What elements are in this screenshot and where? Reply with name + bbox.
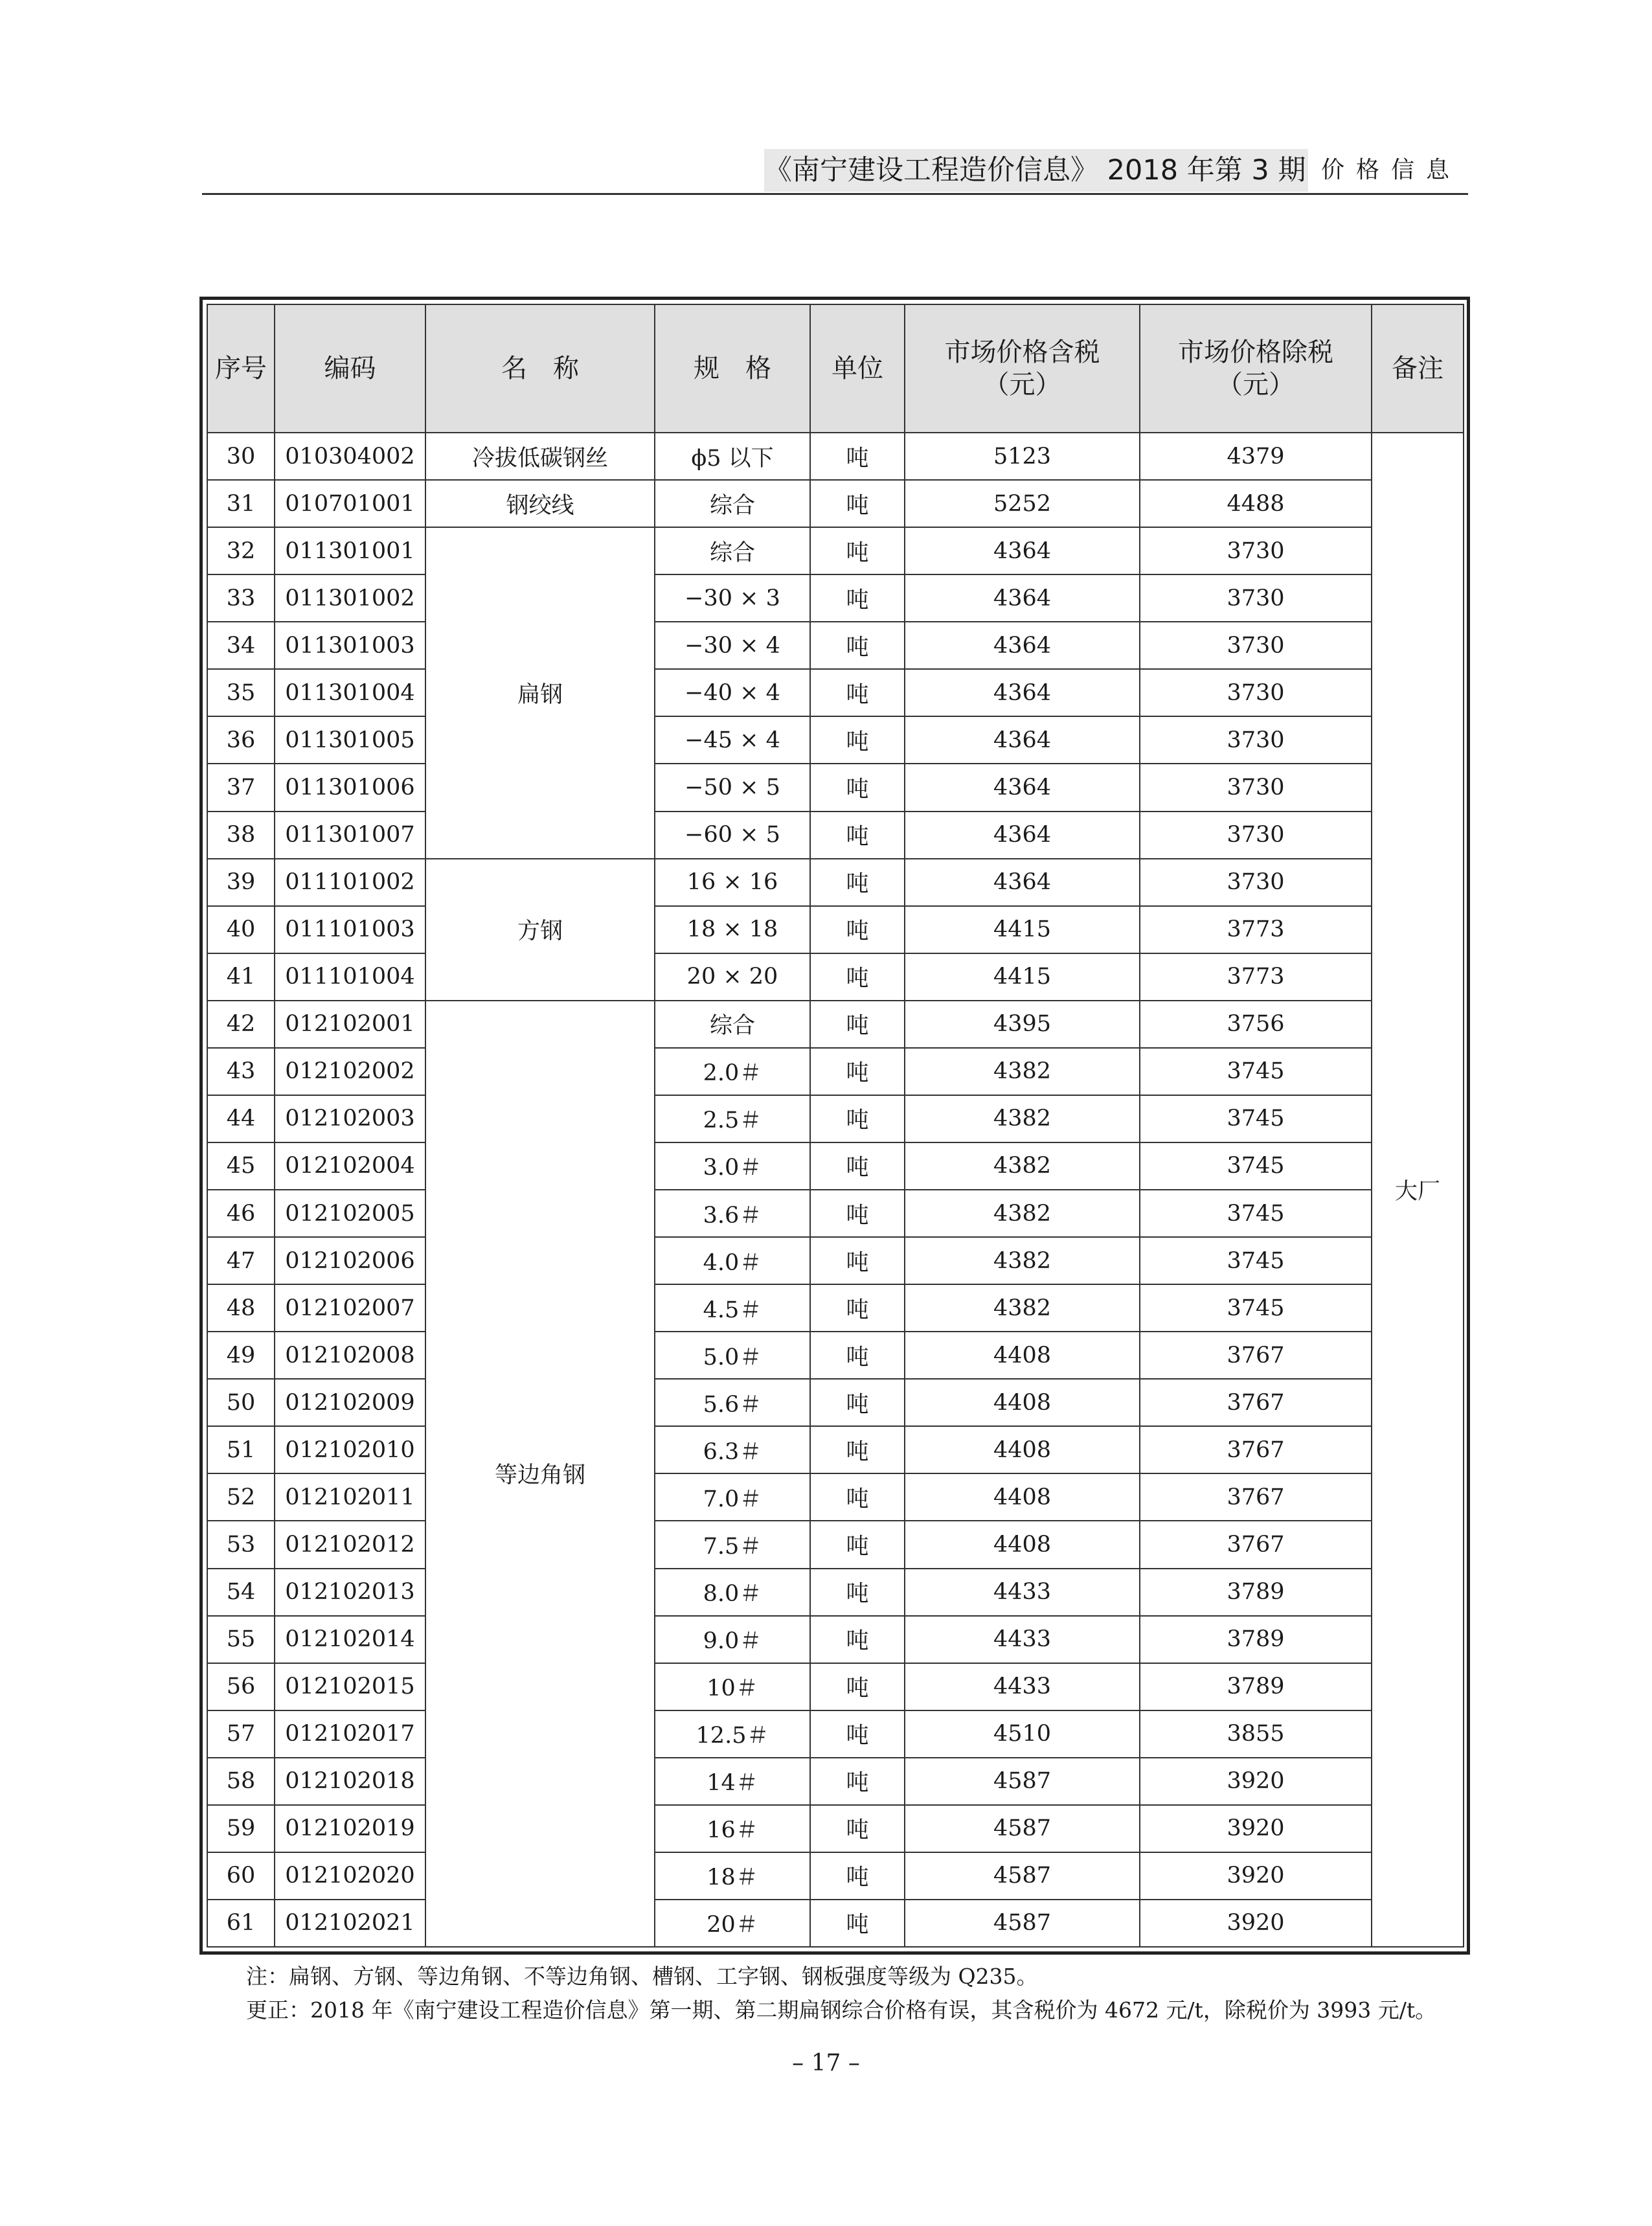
unit-cell: 吨	[810, 1095, 905, 1142]
col-header-name: 名 称	[425, 304, 655, 433]
table-row	[207, 480, 1464, 527]
seq-cell: 39	[207, 859, 275, 906]
price-tax-incl-cell: 4382	[905, 1048, 1140, 1095]
price-tax-excl-cell: 3730	[1140, 622, 1372, 669]
unit-cell: 吨	[810, 1426, 905, 1473]
price-tax-excl-cell: 3745	[1140, 1048, 1372, 1095]
table-row	[207, 859, 1464, 906]
table-row	[207, 1663, 1464, 1710]
publication-title: 《南宁建设工程造价信息》 2018 年第 3 期	[764, 149, 1308, 192]
price-tax-incl-cell: 4382	[905, 1142, 1140, 1190]
code-cell: 012102007	[275, 1284, 425, 1332]
unit-cell: 吨	[810, 1473, 905, 1521]
page-number: – 17 –	[792, 2050, 860, 2076]
price-tax-incl-cell: 4415	[905, 906, 1140, 953]
price-tax-incl-cell: 4382	[905, 1237, 1140, 1284]
code-cell: 011301005	[275, 716, 425, 764]
price-tax-incl-cell: 4382	[905, 1284, 1140, 1332]
code-cell: 011101004	[275, 953, 425, 1001]
code-cell: 012102005	[275, 1190, 425, 1237]
table-row	[207, 433, 1464, 480]
seq-cell: 48	[207, 1284, 275, 1332]
col-header-code: 编码	[275, 304, 425, 433]
price-tax-incl-cell: 4364	[905, 764, 1140, 811]
table-body	[207, 433, 1464, 1947]
price-tax-excl-cell: 3789	[1140, 1569, 1372, 1616]
unit-cell: 吨	[810, 1616, 905, 1663]
price-tax-incl-cell: 4364	[905, 716, 1140, 764]
code-cell: 012102006	[275, 1237, 425, 1284]
col-header-unit: 单位	[810, 304, 905, 433]
code-cell: 012102015	[275, 1663, 425, 1710]
seq-cell: 60	[207, 1852, 275, 1900]
price-tax-incl-cell: 4587	[905, 1852, 1140, 1900]
code-cell: 012102019	[275, 1805, 425, 1852]
unit-cell: 吨	[810, 764, 905, 811]
price-tax-incl-cell: 4382	[905, 1190, 1140, 1237]
spec-cell: 5.0＃	[655, 1332, 810, 1379]
spec-cell: 18 × 18	[655, 906, 810, 953]
spec-cell: −60 × 5	[655, 812, 810, 859]
table-row	[207, 1332, 1464, 1379]
code-cell: 012102018	[275, 1758, 425, 1805]
header-rule	[202, 193, 1468, 195]
seq-cell: 53	[207, 1521, 275, 1568]
price-tax-incl-cell: 4408	[905, 1473, 1140, 1521]
table-row	[207, 1379, 1464, 1426]
seq-cell: 33	[207, 574, 275, 622]
price-tax-excl-cell: 3767	[1140, 1521, 1372, 1568]
spec-cell: 20 × 20	[655, 953, 810, 1001]
col-header-price-tax-incl-line2: （元）	[983, 370, 1061, 400]
seq-cell: 55	[207, 1616, 275, 1663]
unit-cell: 吨	[810, 1379, 905, 1426]
correction-text: 更正：2018 年《南宁建设工程造价信息》第一期、第二期扁钢综合价格有误，其含税价为 4672 元/t，除税价为 3993 元/t。	[246, 1997, 1437, 2023]
table-row	[207, 1426, 1464, 1473]
unit-cell: 吨	[810, 859, 905, 906]
code-cell: 012102017	[275, 1710, 425, 1758]
seq-cell: 47	[207, 1237, 275, 1284]
unit-cell: 吨	[810, 953, 905, 1001]
table-row	[207, 1142, 1464, 1190]
table-row	[207, 1001, 1464, 1048]
seq-cell: 57	[207, 1710, 275, 1758]
code-cell: 011301004	[275, 669, 425, 716]
table-row	[207, 1095, 1464, 1142]
col-header-remark: 备注	[1372, 304, 1464, 433]
price-tax-incl-cell: 4433	[905, 1616, 1140, 1663]
note-text: 注：扁钢、方钢、等边角钢、不等边角钢、槽钢、工字钢、钢板强度等级为 Q235。	[246, 1964, 1038, 1989]
seq-cell: 50	[207, 1379, 275, 1426]
price-tax-incl-cell: 4433	[905, 1569, 1140, 1616]
seq-cell: 45	[207, 1142, 275, 1190]
spec-cell: 3.6＃	[655, 1190, 810, 1237]
table-header-row	[207, 304, 1464, 433]
spec-cell: 综合	[655, 1001, 810, 1048]
price-tax-incl-cell: 4408	[905, 1332, 1140, 1379]
price-tax-excl-cell: 3730	[1140, 859, 1372, 906]
code-cell: 011301007	[275, 812, 425, 859]
unit-cell: 吨	[810, 1001, 905, 1048]
seq-cell: 43	[207, 1048, 275, 1095]
spec-cell: 4.0＃	[655, 1237, 810, 1284]
spec-cell: −30 × 3	[655, 574, 810, 622]
code-cell: 012102021	[275, 1900, 425, 1947]
price-tax-incl-cell: 4395	[905, 1001, 1140, 1048]
price-tax-excl-cell: 3730	[1140, 812, 1372, 859]
price-tax-incl-cell: 4408	[905, 1521, 1140, 1568]
seq-cell: 49	[207, 1332, 275, 1379]
spec-cell: 3.0＃	[655, 1142, 810, 1190]
table-row	[207, 622, 1464, 669]
table-row	[207, 1473, 1464, 1521]
price-tax-excl-cell: 3773	[1140, 906, 1372, 953]
code-cell: 010701001	[275, 480, 425, 527]
code-cell: 012102011	[275, 1473, 425, 1521]
code-cell: 012102010	[275, 1426, 425, 1473]
table-row	[207, 1284, 1464, 1332]
price-tax-excl-cell: 3920	[1140, 1805, 1372, 1852]
spec-cell: −45 × 4	[655, 716, 810, 764]
seq-cell: 58	[207, 1758, 275, 1805]
code-cell: 012102009	[275, 1379, 425, 1426]
seq-cell: 59	[207, 1805, 275, 1852]
unit-cell: 吨	[810, 1758, 905, 1805]
col-header-seq: 序号	[207, 304, 275, 433]
price-tax-excl-cell: 3855	[1140, 1710, 1372, 1758]
spec-cell: 16＃	[655, 1805, 810, 1852]
unit-cell: 吨	[810, 1332, 905, 1379]
table-row	[207, 574, 1464, 622]
price-tax-incl-cell: 4364	[905, 574, 1140, 622]
price-tax-excl-cell: 3920	[1140, 1900, 1372, 1947]
spec-cell: 10＃	[655, 1663, 810, 1710]
code-cell: 012102004	[275, 1142, 425, 1190]
price-tax-incl-cell: 4408	[905, 1379, 1140, 1426]
price-tax-excl-cell: 4379	[1140, 433, 1372, 480]
seq-cell: 41	[207, 953, 275, 1001]
table-row	[207, 1758, 1464, 1805]
price-tax-excl-cell: 3767	[1140, 1379, 1372, 1426]
unit-cell: 吨	[810, 527, 905, 574]
price-table-frame	[199, 297, 1470, 1955]
table-row	[207, 906, 1464, 953]
spec-cell: 综合	[655, 480, 810, 527]
code-cell: 012102013	[275, 1569, 425, 1616]
spec-cell: −30 × 4	[655, 622, 810, 669]
unit-cell: 吨	[810, 1663, 905, 1710]
seq-cell: 46	[207, 1190, 275, 1237]
spec-cell: 4.5＃	[655, 1284, 810, 1332]
table-row	[207, 1616, 1464, 1663]
col-header-price-tax-incl-line1: 市场价格含税	[944, 337, 1100, 367]
unit-cell: 吨	[810, 1237, 905, 1284]
seq-cell: 34	[207, 622, 275, 669]
unit-cell: 吨	[810, 1900, 905, 1947]
price-tax-incl-cell: 4587	[905, 1758, 1140, 1805]
code-cell: 011301001	[275, 527, 425, 574]
unit-cell: 吨	[810, 716, 905, 764]
seq-cell: 38	[207, 812, 275, 859]
table-row	[207, 1852, 1464, 1900]
name-cell: 扁钢	[425, 527, 655, 858]
seq-cell: 42	[207, 1001, 275, 1048]
seq-cell: 52	[207, 1473, 275, 1521]
col-header-price-tax-excl	[1140, 304, 1372, 433]
price-tax-incl-cell: 5123	[905, 433, 1140, 480]
spec-cell: 2.0＃	[655, 1048, 810, 1095]
unit-cell: 吨	[810, 433, 905, 480]
price-tax-incl-cell: 4587	[905, 1900, 1140, 1947]
unit-cell: 吨	[810, 812, 905, 859]
seq-cell: 61	[207, 1900, 275, 1947]
price-tax-excl-cell: 3767	[1140, 1473, 1372, 1521]
code-cell: 011101003	[275, 906, 425, 953]
code-cell: 012102003	[275, 1095, 425, 1142]
spec-cell: ϕ5 以下	[655, 433, 810, 480]
seq-cell: 54	[207, 1569, 275, 1616]
table-row	[207, 1805, 1464, 1852]
section-title: 价格信息	[1321, 157, 1462, 183]
price-tax-incl-cell: 4408	[905, 1426, 1140, 1473]
unit-cell: 吨	[810, 1569, 905, 1616]
price-tax-incl-cell: 4587	[905, 1805, 1140, 1852]
unit-cell: 吨	[810, 1521, 905, 1568]
code-cell: 012102020	[275, 1852, 425, 1900]
table-row	[207, 716, 1464, 764]
price-tax-incl-cell: 4415	[905, 953, 1140, 1001]
col-header-price-tax-excl-line1: 市场价格除税	[1178, 337, 1333, 367]
spec-cell: 2.5＃	[655, 1095, 810, 1142]
code-cell: 010304002	[275, 433, 425, 480]
price-tax-excl-cell: 3773	[1140, 953, 1372, 1001]
price-tax-excl-cell: 4488	[1140, 480, 1372, 527]
table-row	[207, 1569, 1464, 1616]
seq-cell: 40	[207, 906, 275, 953]
price-tax-excl-cell: 3767	[1140, 1426, 1372, 1473]
notes	[246, 1960, 1477, 2027]
spec-cell: 6.3＃	[655, 1426, 810, 1473]
table-row	[207, 1710, 1464, 1758]
table-row	[207, 1521, 1464, 1568]
spec-cell: 9.0＃	[655, 1616, 810, 1663]
col-header-price-tax-incl	[905, 304, 1140, 433]
unit-cell: 吨	[810, 1805, 905, 1852]
price-tax-excl-cell: 3730	[1140, 527, 1372, 574]
spec-cell: 综合	[655, 527, 810, 574]
table-row	[207, 669, 1464, 716]
unit-cell: 吨	[810, 1852, 905, 1900]
unit-cell: 吨	[810, 1284, 905, 1332]
price-tax-incl-cell: 4364	[905, 622, 1140, 669]
spec-cell: 7.0＃	[655, 1473, 810, 1521]
price-tax-excl-cell: 3745	[1140, 1095, 1372, 1142]
code-cell: 011101002	[275, 859, 425, 906]
code-cell: 011301002	[275, 574, 425, 622]
unit-cell: 吨	[810, 574, 905, 622]
seq-cell: 36	[207, 716, 275, 764]
price-tax-excl-cell: 3730	[1140, 764, 1372, 811]
unit-cell: 吨	[810, 1048, 905, 1095]
table-row	[207, 953, 1464, 1001]
price-tax-incl-cell: 4364	[905, 812, 1140, 859]
seq-cell: 51	[207, 1426, 275, 1473]
spec-cell: 14＃	[655, 1758, 810, 1805]
price-tax-excl-cell: 3789	[1140, 1663, 1372, 1710]
spec-cell: 20＃	[655, 1900, 810, 1947]
spec-cell: 16 × 16	[655, 859, 810, 906]
seq-cell: 56	[207, 1663, 275, 1710]
table-row	[207, 764, 1464, 811]
code-cell: 012102008	[275, 1332, 425, 1379]
price-tax-excl-cell: 3920	[1140, 1758, 1372, 1805]
spec-cell: 5.6＃	[655, 1379, 810, 1426]
col-header-price-tax-excl-line2: （元）	[1217, 370, 1295, 400]
price-tax-excl-cell: 3756	[1140, 1001, 1372, 1048]
price-tax-incl-cell: 4364	[905, 527, 1140, 574]
code-cell: 011301003	[275, 622, 425, 669]
unit-cell: 吨	[810, 1710, 905, 1758]
code-cell: 012102002	[275, 1048, 425, 1095]
seq-cell: 31	[207, 480, 275, 527]
spec-cell: 7.5＃	[655, 1521, 810, 1568]
table-row	[207, 1190, 1464, 1237]
table-row	[207, 527, 1464, 574]
code-cell: 012102014	[275, 1616, 425, 1663]
price-table	[207, 304, 1464, 1948]
spec-cell: 8.0＃	[655, 1569, 810, 1616]
name-cell: 等边角钢	[425, 1001, 655, 1947]
name-cell: 钢绞线	[425, 480, 655, 527]
seq-cell: 35	[207, 669, 275, 716]
table-row	[207, 1237, 1464, 1284]
price-tax-incl-cell: 4510	[905, 1710, 1140, 1758]
spec-cell: 12.5＃	[655, 1710, 810, 1758]
price-tax-excl-cell: 3730	[1140, 716, 1372, 764]
code-cell: 012102012	[275, 1521, 425, 1568]
price-tax-excl-cell: 3789	[1140, 1616, 1372, 1663]
price-tax-incl-cell: 4382	[905, 1095, 1140, 1142]
seq-cell: 37	[207, 764, 275, 811]
price-tax-incl-cell: 4433	[905, 1663, 1140, 1710]
unit-cell: 吨	[810, 1142, 905, 1190]
name-cell: 方钢	[425, 859, 655, 1001]
name-cell: 冷拔低碳钢丝	[425, 433, 655, 480]
table-row	[207, 1900, 1464, 1947]
unit-cell: 吨	[810, 906, 905, 953]
table-row	[207, 812, 1464, 859]
col-header-spec: 规 格	[655, 304, 810, 433]
unit-cell: 吨	[810, 480, 905, 527]
price-tax-excl-cell: 3920	[1140, 1852, 1372, 1900]
price-tax-excl-cell: 3767	[1140, 1332, 1372, 1379]
price-tax-excl-cell: 3745	[1140, 1142, 1372, 1190]
spec-cell: −40 × 4	[655, 669, 810, 716]
price-tax-excl-cell: 3745	[1140, 1284, 1372, 1332]
unit-cell: 吨	[810, 669, 905, 716]
price-tax-incl-cell: 4364	[905, 859, 1140, 906]
price-tax-excl-cell: 3730	[1140, 574, 1372, 622]
spec-cell: −50 × 5	[655, 764, 810, 811]
seq-cell: 32	[207, 527, 275, 574]
unit-cell: 吨	[810, 1190, 905, 1237]
remark-cell: 大厂	[1372, 433, 1464, 1947]
code-cell: 012102001	[275, 1001, 425, 1048]
price-tax-incl-cell: 4364	[905, 669, 1140, 716]
price-tax-excl-cell: 3730	[1140, 669, 1372, 716]
spec-cell: 18＃	[655, 1852, 810, 1900]
page-header	[0, 149, 1652, 196]
price-tax-incl-cell: 5252	[905, 480, 1140, 527]
seq-cell: 30	[207, 433, 275, 480]
table-row	[207, 1048, 1464, 1095]
price-tax-excl-cell: 3745	[1140, 1237, 1372, 1284]
seq-cell: 44	[207, 1095, 275, 1142]
price-tax-excl-cell: 3745	[1140, 1190, 1372, 1237]
unit-cell: 吨	[810, 622, 905, 669]
code-cell: 011301006	[275, 764, 425, 811]
